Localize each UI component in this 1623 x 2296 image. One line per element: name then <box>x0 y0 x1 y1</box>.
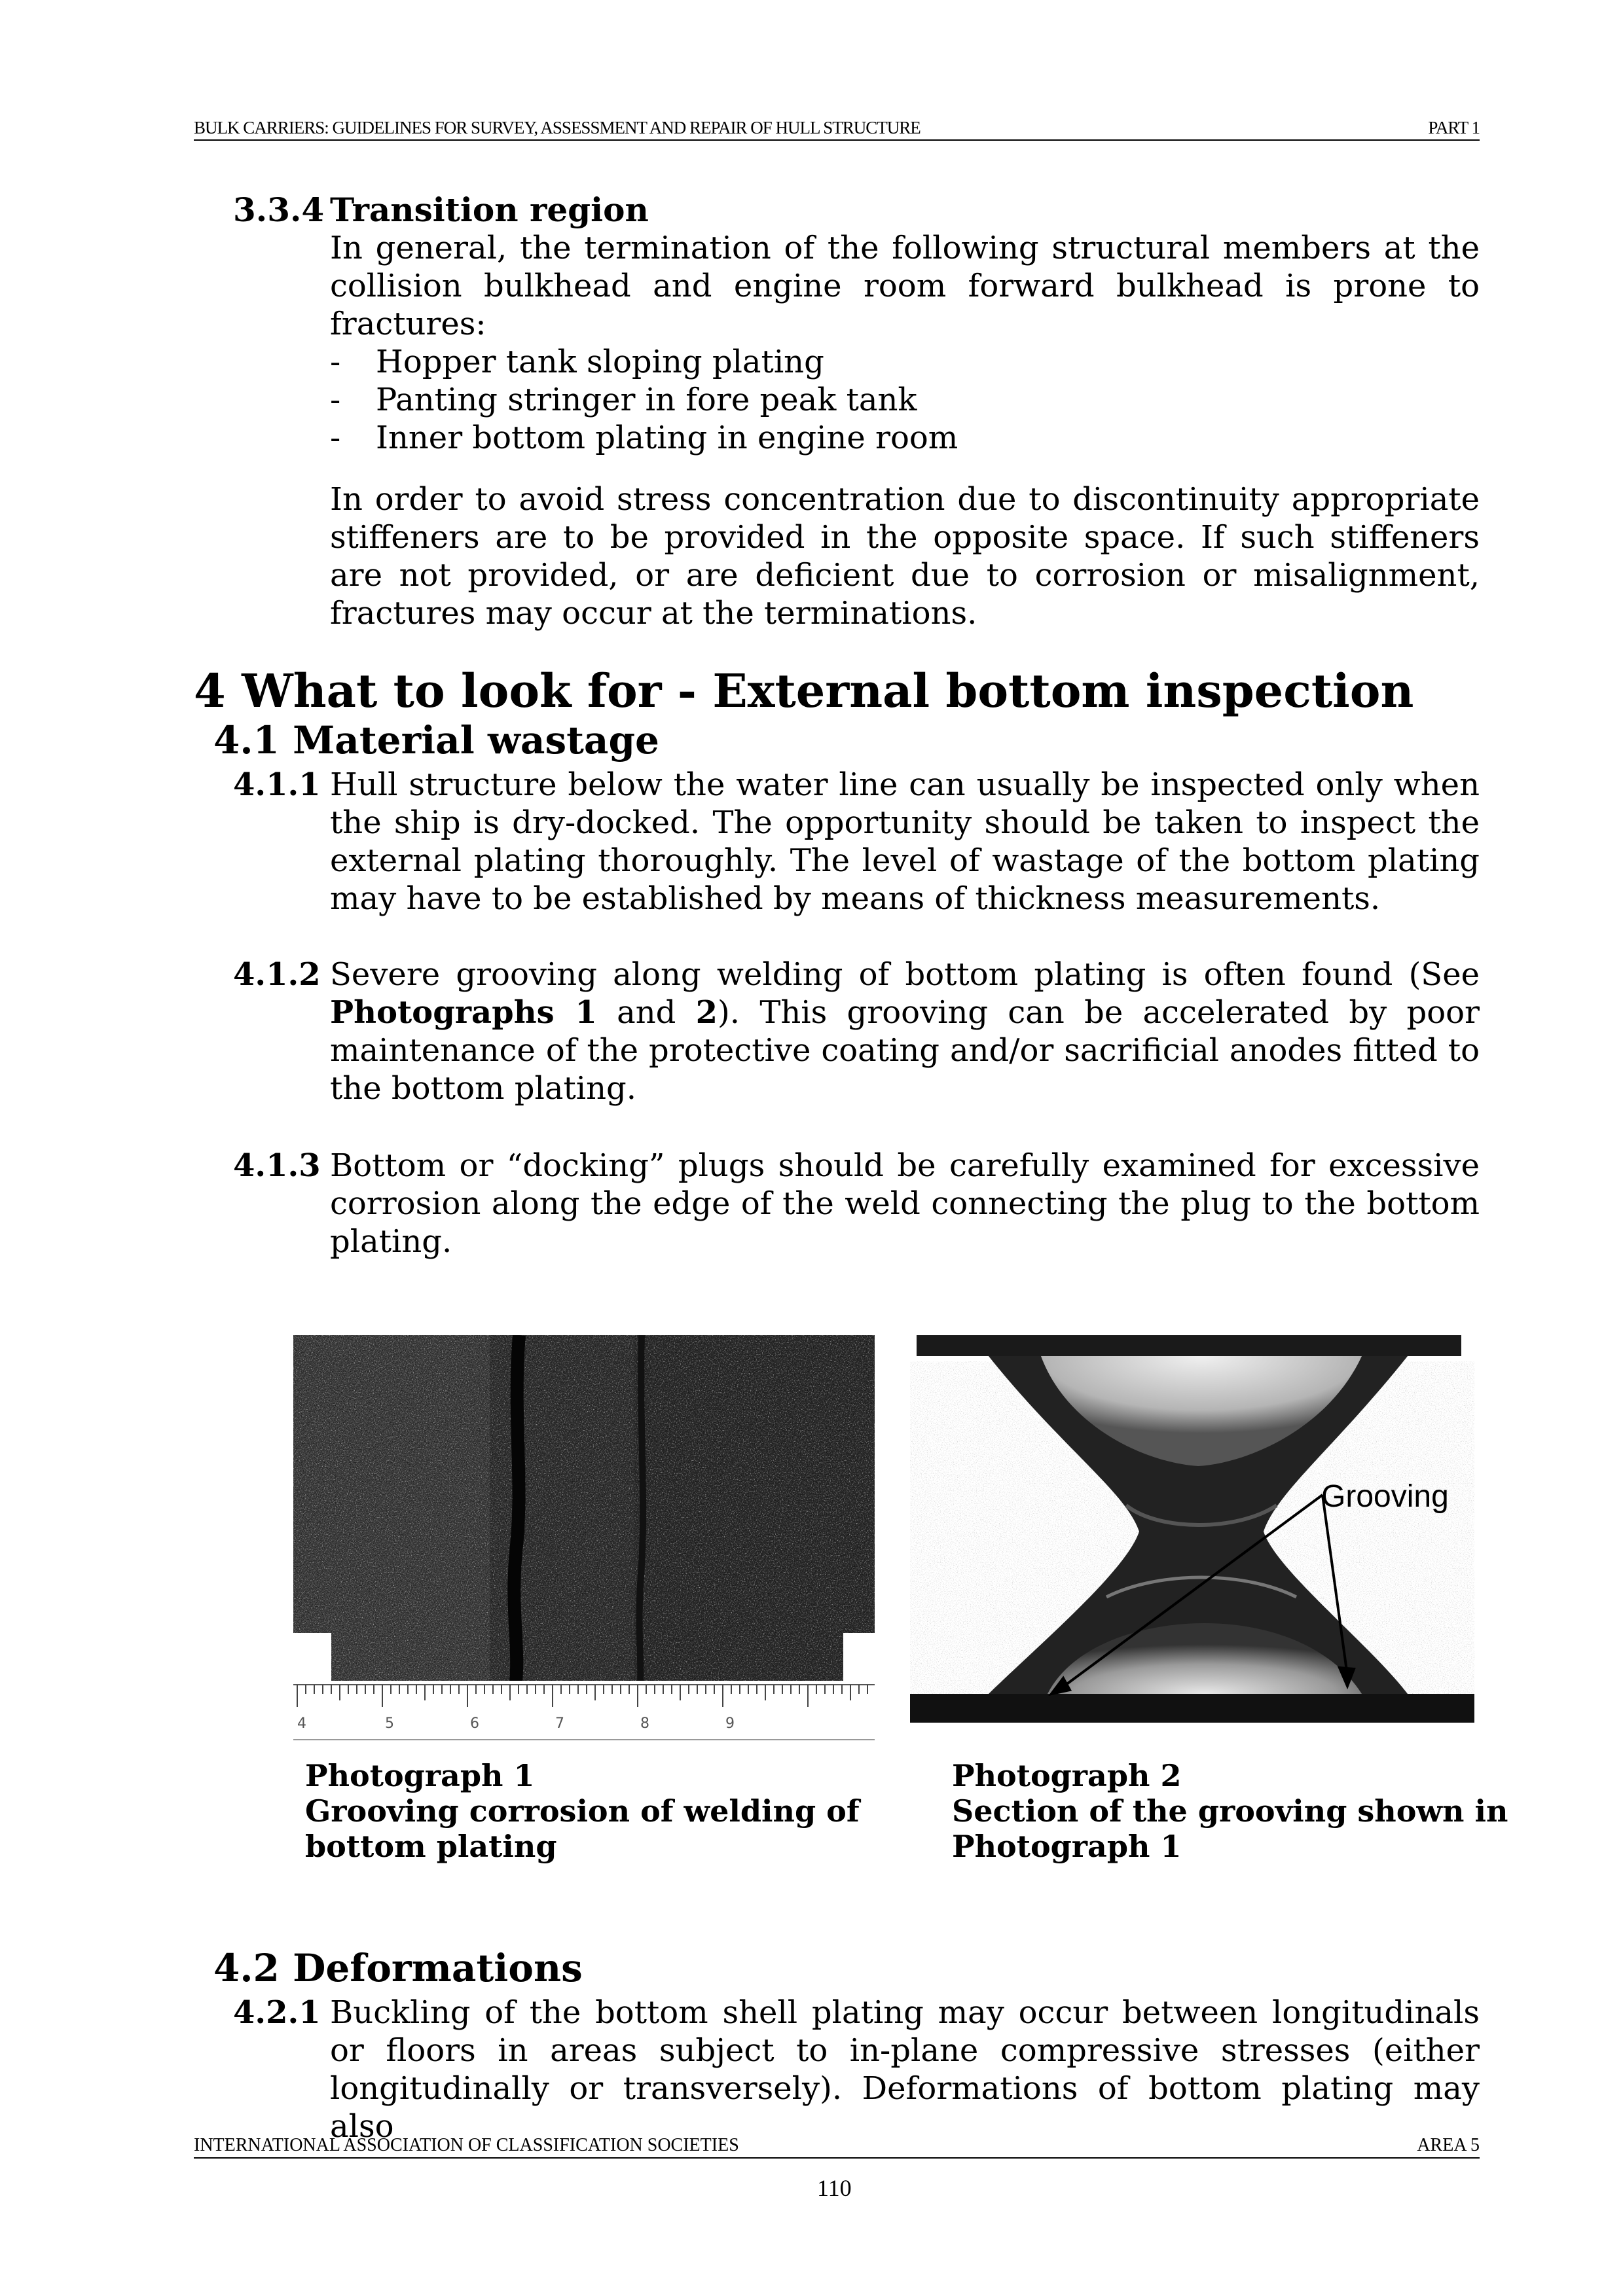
ruler-label: 7 <box>555 1715 564 1732</box>
footer-organisation: INTERNATIONAL ASSOCIATION OF CLASSIFICATION SOCIETIES <box>194 2135 739 2155</box>
paragraph-number: 4.1.3 <box>233 1147 321 1184</box>
paragraph-text: Buckling of the bottom shell plating may occur between longitudinals or floors in areas subject to in-plane compressive stresses (either longitudinally or transversely). Deformations of bottom plating may also <box>330 1994 1480 2145</box>
ruler-label: 8 <box>640 1715 649 1732</box>
caption-photograph-2: Photograph 2 Section of the grooving shown in Photograph 1 <box>952 1758 1508 1864</box>
section-heading: 4.2 Deformations <box>213 1946 583 1990</box>
section-title: Transition region <box>330 190 649 229</box>
paragraph-number: 4.1.2 <box>233 956 321 993</box>
footer-area: AREA 5 <box>1417 2135 1480 2155</box>
header-title: BULK CARRIERS: GUIDELINES FOR SURVEY, ASSESSMENT AND REPAIR OF HULL STRUCTURE <box>194 118 921 137</box>
chapter-heading: 4 What to look for - External bottom inspection <box>194 664 1414 718</box>
paragraph-number: 4.2.1 <box>233 1994 321 2031</box>
photo-reference: Photographs 1 <box>330 994 597 1031</box>
paragraph-text: Hull structure below the water line can usually be inspected only when the ship is dry-docked. The opportunity should be taken to inspect the external plating thoroughly. The level of wastage of the bottom plating may have to be established by means of thickness measurements. <box>330 766 1480 917</box>
grooving-label: Grooving <box>1321 1479 1449 1514</box>
caption-photograph-1: Photograph 1 Grooving corrosion of welding of bottom plating <box>305 1758 860 1864</box>
list-item: - Inner bottom plating in engine room <box>330 420 958 456</box>
section-number: 3.3.4 <box>233 190 325 229</box>
paragraph-intro: In general, the termination of the following structural members at the collision bulkhead and engine room forward bulkhead is prone to fractures: <box>330 230 1480 342</box>
ruler-label: 9 <box>725 1715 735 1732</box>
paragraph-text: Bottom or “docking” plugs should be carefully examined for excessive corrosion along the edge of the weld connecting the plug to the bottom plating. <box>330 1147 1480 1260</box>
paragraph-stiffeners: In order to avoid stress concentration due to discontinuity appropriate stiffeners are to be provided in the opposite space. If such stiffeners are not provided, or are deficient due to corrosion or misalignment, fractures may occur at the terminations. <box>330 481 1480 632</box>
photograph-2 <box>910 1335 1474 1741</box>
section-heading: 4.1 Material wastage <box>213 718 659 762</box>
photograph-1 <box>293 1335 875 1742</box>
header-part: PART 1 <box>1428 118 1480 137</box>
bullet-list <box>330 343 1480 457</box>
list-item: - Panting stringer in fore peak tank <box>330 382 917 418</box>
list-item: - Hopper tank sloping plating <box>330 344 824 380</box>
photo-reference: 2 <box>695 994 718 1031</box>
ruler-label: 6 <box>470 1715 479 1732</box>
paragraph-number: 4.1.1 <box>233 766 321 803</box>
ruler-label: 5 <box>385 1715 394 1732</box>
running-footer <box>194 2135 1480 2159</box>
running-header <box>194 118 1480 141</box>
page-number: 110 <box>817 2175 852 2201</box>
ruler-label: 4 <box>297 1715 306 1732</box>
paragraph-text: Severe grooving along welding of bottom plating is often found (See Photographs 1 and 2). This grooving can be accelerated by poor maintenance of the protective coating and/or sacrificial anodes fitted to the bottom plating. <box>330 956 1480 1107</box>
